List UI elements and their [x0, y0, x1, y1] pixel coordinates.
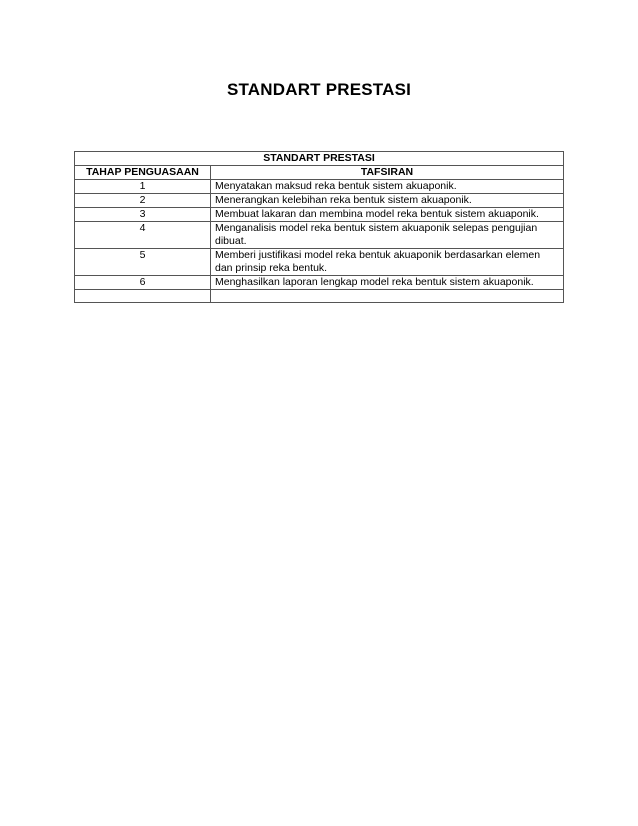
table-row [75, 276, 564, 290]
table-row [75, 208, 564, 222]
level-cell: 1 [75, 180, 211, 194]
description-cell: Menyatakan maksud reka bentuk sistem akuaponik. [211, 180, 564, 194]
empty-cell [211, 290, 564, 303]
level-cell: 3 [75, 208, 211, 222]
description-cell: Menganalisis model reka bentuk sistem akuaponik selepas pengujian dibuat. [211, 222, 564, 249]
standard-table [74, 151, 564, 303]
description-cell: Memberi justifikasi model reka bentuk akuaponik berdasarkan elemen dan prinsip reka bentuk. [211, 249, 564, 276]
table-row [75, 194, 564, 208]
level-cell: 2 [75, 194, 211, 208]
table-title-row [75, 152, 564, 166]
description-cell: Membuat lakaran dan membina model reka bentuk sistem akuaponik. [211, 208, 564, 222]
description-cell: Menerangkan kelebihan reka bentuk sistem akuaponik. [211, 194, 564, 208]
table-header-row [75, 166, 564, 180]
level-cell: 4 [75, 222, 211, 249]
description-cell: Menghasilkan laporan lengkap model reka bentuk sistem akuaponik. [211, 276, 564, 290]
empty-table-row [75, 290, 564, 303]
table-row [75, 249, 564, 276]
table-row [75, 180, 564, 194]
level-cell: 6 [75, 276, 211, 290]
page-title: STANDART PRESTASI [226, 80, 412, 99]
empty-cell [75, 290, 211, 303]
table-title: STANDART PRESTASI [75, 152, 564, 166]
table-row [75, 222, 564, 249]
header-description: TAFSIRAN [211, 166, 564, 180]
level-cell: 5 [75, 249, 211, 276]
header-level: TAHAP PENGUASAAN [75, 166, 211, 180]
